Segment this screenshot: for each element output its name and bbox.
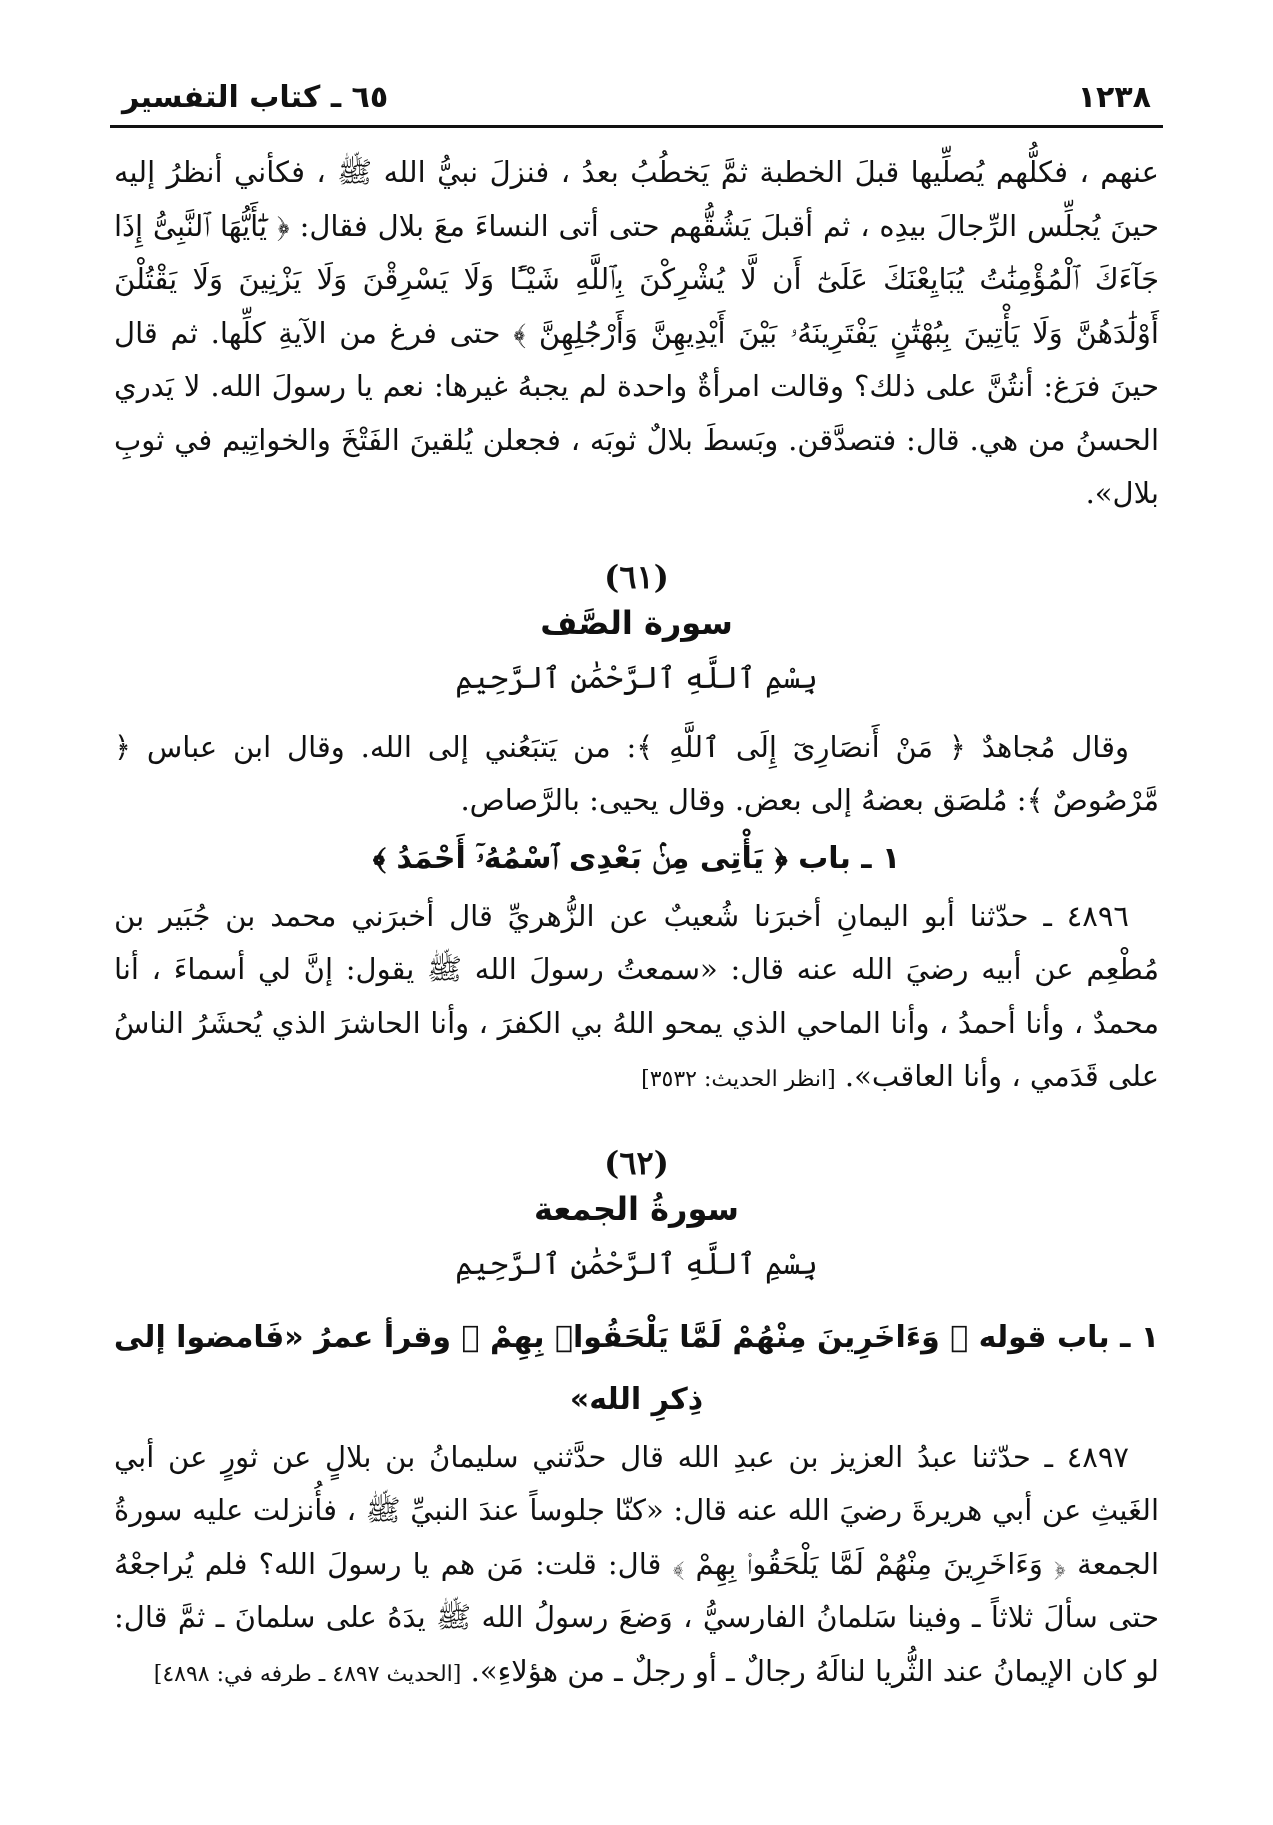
surah-62-basmala: بِسْمِ ٱللَّهِ ٱلرَّحْمَٰنِ ٱلرَّحِيمِ [455,1246,818,1282]
hadith-4897-text: ٤٨٩٧ ـ حدّثنا عبدُ العزيز بن عبدِ الله قال حدَّثني سليمانُ بن بلالٍ عن ثورٍ عن أبي الغَيثِ عن أبي هريرةَ رضيَ الله عنه قال: «كنّا جلوساً عندَ النبيِّ ﷺ ، فأُنزلت عليه سورةُ الجمعة ﴿ وَءَاخَرِينَ مِنْهُمْ لَمَّا يَلْحَقُوا۟ بِهِمْ ﴾ قال: قلت: مَن هم يا رسولَ الله؟ فلم يُراجعْهُ حتى سألَ ثلاثاً ـ وفينا سَلمانُ الفارسيُّ ، وَضعَ رسولُ الله ﷺ يدَهُ على سلمانَ ـ ثمَّ قال: لو كان الإيمانُ عند الثُّريا لنالَهُ رجالٌ ـ أو رجلٌ ـ من هؤلاءِ». [114,1439,1159,1688]
hadith-4897-reference: [الحديث ٤٨٩٧ ـ طرفه في: ٤٨٩٨] [153,1661,462,1687]
hadith-4896 [110,890,1163,1107]
surah-62-number: (٦٢) [604,1143,669,1182]
surah-61-number: (٦١) [604,557,669,596]
surah-61-name: سورة الصَّف [540,603,733,642]
hadith-4897 [110,1431,1163,1702]
surah-62-name: سورةُ الجمعة [534,1189,739,1228]
surah-61-bab-title: ١ ـ باب ﴿ يَأْتِى مِنۢ بَعْدِى ٱسْمُهُۥٓ أَحْمَدُ ﴾ [372,840,901,876]
page-header [110,80,1163,128]
book-title: ٦٥ ـ كتاب التفسير [122,80,389,115]
continuation-paragraph: عنهم ، فكلُّهم يُصلِّيها قبلَ الخطبة ثمَّ يَخطُبُ بعدُ ، فنزلَ نبيُّ الله ﷺ ، فكأني أنظرُ إليه حينَ يُجلِّس الرِّجالَ بيدِه ، ثم أقبلَ يَشُقُّهم حتى أتى النساءَ معَ بلال فقال: ﴿ يَٰٓأَيُّهَا ٱلنَّبِىُّ إِذَا جَآءَكَ ٱلْمُؤْمِنَٰتُ يُبَايِعْنَكَ عَلَىٰٓ أَن لَّا يُشْرِكْنَ بِٱللَّهِ شَيْـًٔا وَلَا يَسْرِقْنَ وَلَا يَزْنِينَ وَلَا يَقْتُلْنَ أَوْلَٰدَهُنَّ وَلَا يَأْتِينَ بِبُهْتَٰنٍ يَفْتَرِينَهُۥ بَيْنَ أَيْدِيهِنَّ وَأَرْجُلِهِنَّ ﴾ حتى فرغ من الآيةِ كلِّها. ثم قال حينَ فرَغ: أنتُنَّ على ذلك؟ وقالت امرأةٌ واحدة لم يجبهُ غيرها: نعم يا رسولَ الله. لا يَدري الحسنُ من هي. قال: فتصدَّقن. وبَسطَ بلالٌ ثوبَه ، فجعلن يُلقينَ الفَتْخَ والخواتِيم في ثوبِ بلال». [114,155,1159,510]
surah-61-intro: وقال مُجاهدٌ ﴿ مَنْ أَنصَارِىٓ إِلَى ٱللَّهِ ﴾: من يَتبَعُني إلى الله. وقال ابن عباس ﴿ مَّرْصُوصٌ ﴾: مُلصَق بعضهُ إلى بعض. وقال يحيى: بالرَّصاص. [114,729,1159,817]
surah-62-bab-title: ١ ـ باب قوله ﴿ وَءَاخَرِينَ مِنْهُمْ لَمَّا يَلْحَقُوا۟ بِهِمْ ﴾ وقرأ عمرُ «فَامضوا إلى ذِكرِ الله» [113,1319,1160,1417]
hadith-4896-text: ٤٨٩٦ ـ حدّثنا أبو اليمانِ أخبرَنا شُعيبٌ عن الزُّهريِّ قال أخبرَني محمد بن جُبَير بن مُطْعِم عن أبيه رضيَ الله عنه قال: «سمعتُ رسولَ الله ﷺ يقول: إنَّ لي أسماءَ ، أنا محمدٌ ، وأنا أحمدُ ، وأنا الماحي الذي يمحو اللهُ بي الكفرَ ، وأنا الحاشرَ الذي يُحشَرُ الناسُ على قَدَمي ، وأنا العاقب». [114,898,1159,1093]
page-number: ١٢٣٨ [1077,80,1151,115]
surah-61-basmala: بِسْمِ ٱللَّهِ ٱلرَّحْمَٰنِ ٱلرَّحِيمِ [455,660,818,696]
hadith-4896-reference: [انظر الحديث: ٣٥٣٢] [641,1067,836,1092]
